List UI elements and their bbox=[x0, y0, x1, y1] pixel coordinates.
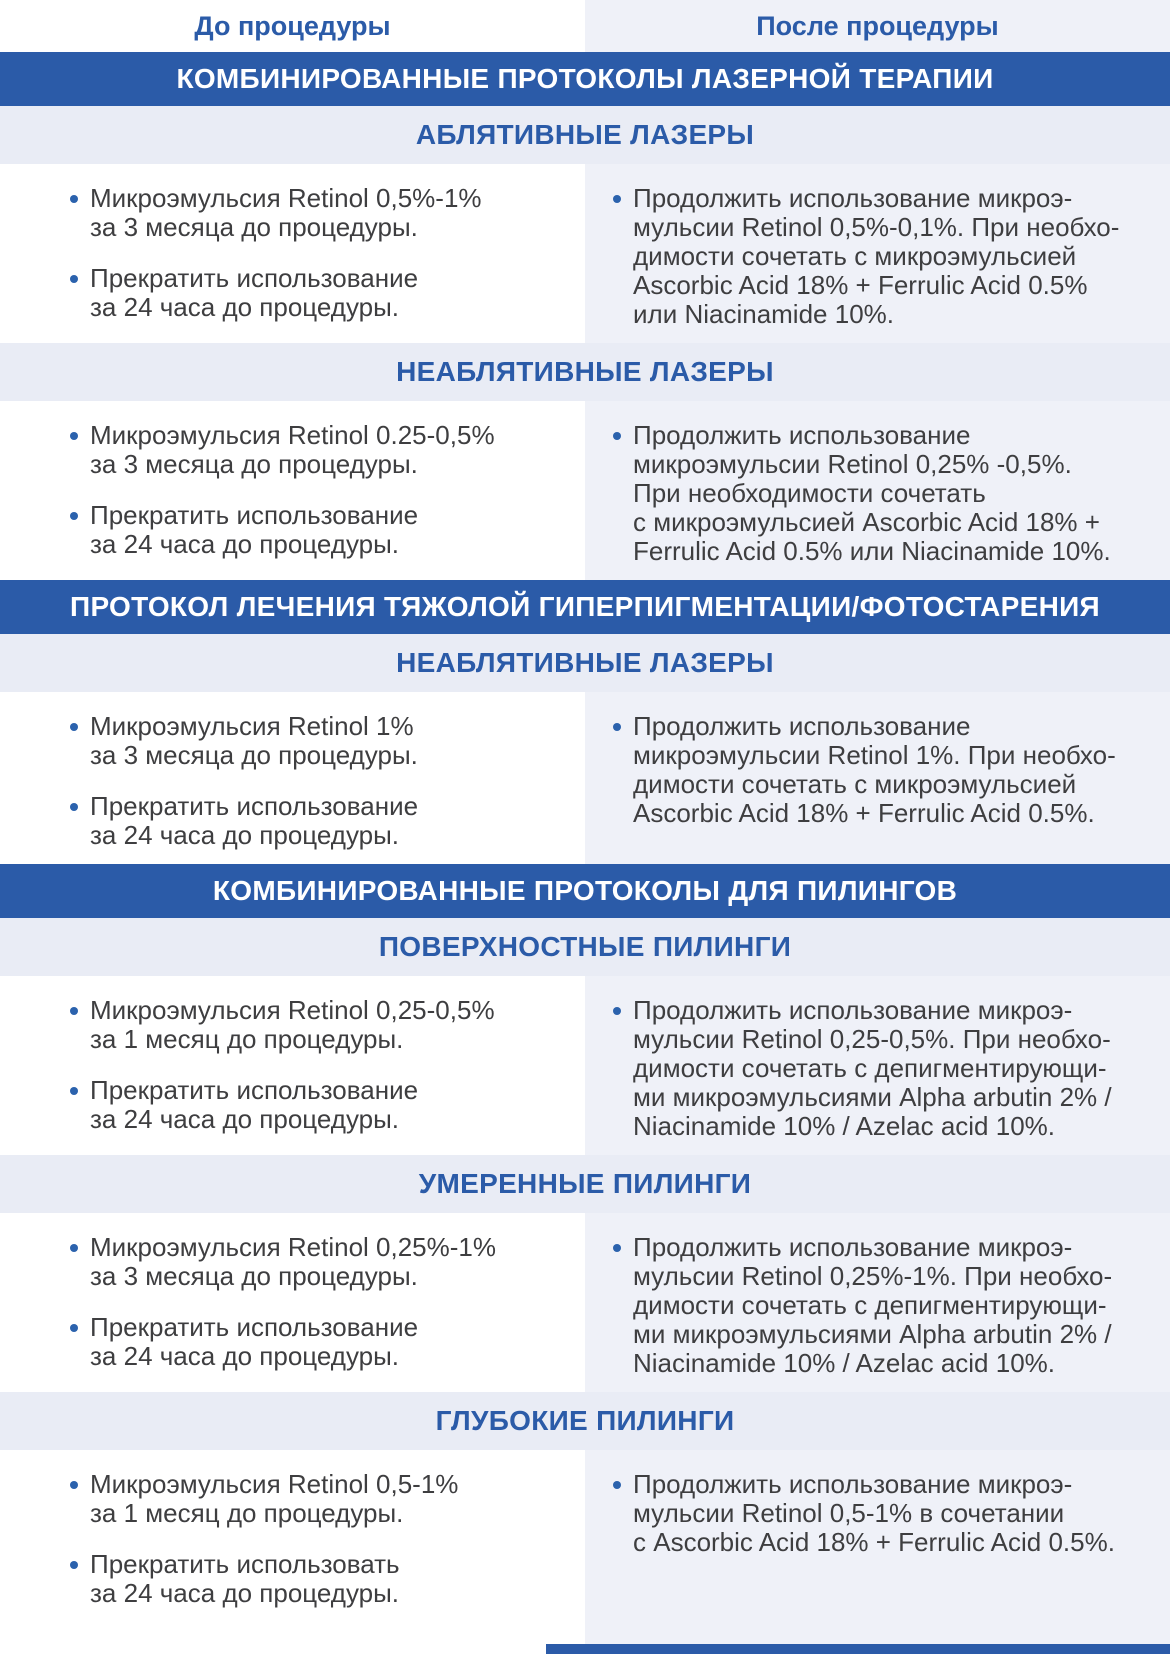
bullet-text-line: мульсии Retinol 0,5-1% в сочетании bbox=[633, 1498, 1065, 1528]
bullet-text-line: за 24 часа до процедуры. bbox=[90, 292, 400, 322]
bullet-item bbox=[613, 1233, 1150, 1378]
bullet-text bbox=[90, 792, 418, 850]
after-column-cell bbox=[585, 164, 1170, 343]
bullet-icon bbox=[613, 1007, 621, 1015]
protocol-section bbox=[0, 580, 1170, 864]
bullet-icon bbox=[70, 1561, 78, 1569]
bullet-icon bbox=[70, 1324, 78, 1332]
bullet-text bbox=[90, 421, 495, 479]
bullet-icon bbox=[70, 1007, 78, 1015]
bullet-text-line: мульсии Retinol 0,25-0,5%. При необхо- bbox=[633, 1024, 1111, 1054]
table-row bbox=[0, 1213, 1170, 1392]
bullet-icon bbox=[613, 195, 621, 203]
bullet-text-line: димости сочетать с депигментирующи- bbox=[633, 1053, 1107, 1083]
bullet-list bbox=[70, 1470, 565, 1608]
bullet-list bbox=[613, 1233, 1150, 1378]
bullet-text-line: Продолжить использование микроэ- bbox=[633, 1469, 1073, 1499]
bullet-text bbox=[633, 996, 1112, 1141]
bullet-item bbox=[70, 996, 565, 1054]
after-column-cell bbox=[585, 1450, 1170, 1654]
bullet-text-line: микроэмульсии Retinol 1%. При необхо- bbox=[633, 740, 1116, 770]
bullet-list bbox=[613, 996, 1150, 1141]
bullet-item bbox=[70, 184, 565, 242]
bullet-text bbox=[90, 1233, 496, 1291]
bullet-text-line: Ascorbic Acid 18% + Ferrulic Acid 0.5%. bbox=[633, 798, 1095, 828]
bullet-text-line: за 24 часа до процедуры. bbox=[90, 1104, 400, 1134]
bullet-icon bbox=[70, 195, 78, 203]
bullet-text-line: за 3 месяца до процедуры. bbox=[90, 449, 418, 479]
before-column-cell bbox=[0, 692, 585, 864]
table-row bbox=[0, 1450, 1170, 1654]
bullet-list bbox=[613, 1470, 1150, 1557]
bullet-icon bbox=[70, 803, 78, 811]
bullet-text-line: за 24 часа до процедуры. bbox=[90, 1578, 400, 1608]
before-column-cell bbox=[0, 164, 585, 343]
table-row bbox=[0, 976, 1170, 1155]
bullet-item bbox=[70, 501, 565, 559]
section-banner: КОМБИНИРОВАННЫЕ ПРОТОКОЛЫ ЛАЗЕРНОЙ ТЕРАПИИ bbox=[0, 52, 1170, 106]
bullet-text-line: Микроэмульсия Retinol 0,25%-1% bbox=[90, 1232, 496, 1262]
bullet-icon bbox=[613, 723, 621, 731]
subsection-header: НЕАБЛЯТИВНЫЕ ЛАЗЕРЫ bbox=[0, 634, 1170, 692]
bullet-item bbox=[70, 1470, 565, 1528]
bullet-list bbox=[70, 712, 565, 850]
bullet-text-line: ми микроэмульсиями Alpha arbutin 2% / bbox=[633, 1082, 1112, 1112]
subsections-container bbox=[0, 634, 1170, 864]
protocol-subsection bbox=[0, 343, 1170, 580]
bullet-text bbox=[90, 501, 418, 559]
bullet-text-line: мульсии Retinol 0,25%-1%. При необхо- bbox=[633, 1261, 1113, 1291]
bullet-item bbox=[70, 1076, 565, 1134]
bullet-icon bbox=[613, 432, 621, 440]
column-header-after: После процедуры bbox=[585, 0, 1170, 52]
bullet-text-line: ми микроэмульсиями Alpha arbutin 2% / bbox=[633, 1319, 1112, 1349]
protocol-subsection bbox=[0, 1392, 1170, 1654]
after-column-cell bbox=[585, 976, 1170, 1155]
bullet-text-line: Ascorbic Acid 18% + Ferrulic Acid 0.5% bbox=[633, 270, 1088, 300]
protocol-subsection bbox=[0, 1155, 1170, 1392]
bullet-text-line: димости сочетать с депигментирующи- bbox=[633, 1290, 1107, 1320]
bullet-text-line: за 3 месяца до процедуры. bbox=[90, 740, 418, 770]
after-column-cell bbox=[585, 1213, 1170, 1392]
bullet-item bbox=[613, 1470, 1150, 1557]
subsection-header: ПОВЕРХНОСТНЫЕ ПИЛИНГИ bbox=[0, 918, 1170, 976]
bullet-icon bbox=[613, 1244, 621, 1252]
bullet-text-line: с микроэмульсией Ascorbic Acid 18% + bbox=[633, 507, 1100, 537]
bullet-text-line: за 24 часа до процедуры. bbox=[90, 820, 400, 850]
subsection-header: НЕАБЛЯТИВНЫЕ ЛАЗЕРЫ bbox=[0, 343, 1170, 401]
bullet-text-line: за 24 часа до процедуры. bbox=[90, 529, 400, 559]
bullet-list bbox=[613, 421, 1150, 566]
bullet-text-line: димости сочетать с микроэмульсией bbox=[633, 769, 1077, 799]
bullet-text bbox=[633, 712, 1116, 828]
after-column-cell bbox=[585, 401, 1170, 580]
bullet-item bbox=[613, 421, 1150, 566]
sections-container bbox=[0, 52, 1170, 1654]
bullet-text-line: Продолжить использование микроэ- bbox=[633, 1232, 1073, 1262]
table-row bbox=[0, 401, 1170, 580]
bullet-text bbox=[90, 1313, 418, 1371]
bullet-text-line: за 1 месяц до процедуры. bbox=[90, 1024, 404, 1054]
bullet-text-line: Микроэмульсия Retinol 1% bbox=[90, 711, 414, 741]
bullet-text bbox=[633, 1233, 1112, 1378]
bullet-text bbox=[633, 421, 1111, 566]
bullet-text-line: или Niacinamide 10%. bbox=[633, 299, 894, 329]
bullet-text bbox=[90, 1550, 400, 1608]
bullet-text bbox=[90, 1076, 418, 1134]
protocol-subsection bbox=[0, 918, 1170, 1155]
section-banner: КОМБИНИРОВАННЫЕ ПРОТОКОЛЫ ДЛЯ ПИЛИНГОВ bbox=[0, 864, 1170, 918]
protocol-subsection bbox=[0, 106, 1170, 343]
bullet-text-line: с Ascorbic Acid 18% + Ferrulic Acid 0.5%. bbox=[633, 1527, 1115, 1557]
bullet-text-line: Продолжить использование bbox=[633, 420, 971, 450]
bullet-text bbox=[90, 996, 495, 1054]
bullet-icon bbox=[613, 1481, 621, 1489]
bullet-text-line: Микроэмульсия Retinol 0,25-0,5% bbox=[90, 995, 495, 1025]
bullet-text-line: за 3 месяца до процедуры. bbox=[90, 1261, 418, 1291]
bullet-item bbox=[613, 996, 1150, 1141]
subsections-container bbox=[0, 918, 1170, 1654]
bullet-text-line: Прекратить использование bbox=[90, 1312, 419, 1342]
bullet-text-line: Микроэмульсия Retinol 0.25-0,5% bbox=[90, 420, 495, 450]
bullet-icon bbox=[70, 432, 78, 440]
before-column-cell bbox=[0, 1213, 585, 1392]
section-banner: ПРОТОКОЛ ЛЕЧЕНИЯ ТЯЖОЛОЙ ГИПЕРПИГМЕНТАЦИИ/ФОТОСТАРЕНИЯ bbox=[0, 580, 1170, 634]
bullet-text-line: Прекратить использование bbox=[90, 1075, 419, 1105]
bullet-icon bbox=[70, 1244, 78, 1252]
bullet-list bbox=[70, 421, 565, 559]
bullet-item bbox=[70, 264, 565, 322]
protocol-section bbox=[0, 52, 1170, 580]
after-column-cell bbox=[585, 692, 1170, 864]
before-column-cell bbox=[0, 976, 585, 1155]
bullet-item bbox=[613, 184, 1150, 329]
bullet-text bbox=[90, 184, 482, 242]
bullet-item bbox=[70, 1233, 565, 1291]
subsection-header: УМЕРЕННЫЕ ПИЛИНГИ bbox=[0, 1155, 1170, 1213]
table-row bbox=[0, 164, 1170, 343]
bullet-list bbox=[70, 184, 565, 322]
subsection-header: ГЛУБОКИЕ ПИЛИНГИ bbox=[0, 1392, 1170, 1450]
before-column-cell bbox=[0, 1450, 585, 1654]
bullet-text bbox=[90, 712, 418, 770]
bullet-text-line: димости сочетать с микроэмульсией bbox=[633, 241, 1077, 271]
bullet-item bbox=[70, 712, 565, 770]
bullet-text-line: за 1 месяц до процедуры. bbox=[90, 1498, 404, 1528]
bullet-text-line: Ferrulic Acid 0.5% или Niacinamide 10%. bbox=[633, 536, 1111, 566]
bullet-icon bbox=[70, 723, 78, 731]
bullet-text-line: Niacinamide 10% / Azelac acid 10%. bbox=[633, 1348, 1056, 1378]
bullet-text-line: Niacinamide 10% / Azelac acid 10%. bbox=[633, 1111, 1056, 1141]
subsection-header: АБЛЯТИВНЫЕ ЛАЗЕРЫ bbox=[0, 106, 1170, 164]
bullet-icon bbox=[70, 512, 78, 520]
bullet-text bbox=[633, 184, 1119, 329]
table-row bbox=[0, 692, 1170, 864]
bullet-text bbox=[633, 1470, 1115, 1557]
bullet-item bbox=[70, 1550, 565, 1608]
bullet-text-line: При необходимости сочетать bbox=[633, 478, 986, 508]
bullet-list bbox=[70, 1233, 565, 1371]
column-headers bbox=[0, 0, 1170, 52]
bullet-text bbox=[90, 264, 418, 322]
subsections-container bbox=[0, 106, 1170, 580]
before-column-cell bbox=[0, 401, 585, 580]
column-header-before: До процедуры bbox=[194, 10, 391, 41]
bullet-text-line: Продолжить использование микроэ- bbox=[633, 995, 1073, 1025]
protocol-subsection bbox=[0, 634, 1170, 864]
bullet-text-line: Прекратить использование bbox=[90, 500, 419, 530]
bullet-icon bbox=[70, 275, 78, 283]
bullet-text-line: Продолжить использование микроэ- bbox=[633, 183, 1073, 213]
bullet-item bbox=[70, 421, 565, 479]
bullet-text-line: за 24 часа до процедуры. bbox=[90, 1341, 400, 1371]
footer-accent-bar bbox=[546, 1644, 1170, 1654]
bullet-text-line: Прекратить использование bbox=[90, 263, 419, 293]
bullet-text-line: Прекратить использовать bbox=[90, 1549, 400, 1579]
bullet-list bbox=[613, 712, 1150, 828]
bullet-item bbox=[70, 792, 565, 850]
protocol-section bbox=[0, 864, 1170, 1654]
bullet-text-line: мульсии Retinol 0,5%-0,1%. При необхо- bbox=[633, 212, 1120, 242]
bullet-item bbox=[70, 1313, 565, 1371]
bullet-text bbox=[90, 1470, 458, 1528]
bullet-text-line: микроэмульсии Retinol 0,25% -0,5%. bbox=[633, 449, 1072, 479]
bullet-text-line: Микроэмульсия Retinol 0,5%-1% bbox=[90, 183, 482, 213]
bullet-list bbox=[70, 996, 565, 1134]
bullet-text-line: Прекратить использование bbox=[90, 791, 419, 821]
bullet-text-line: за 3 месяца до процедуры. bbox=[90, 212, 418, 242]
bullet-text-line: Микроэмульсия Retinol 0,5-1% bbox=[90, 1469, 459, 1499]
bullet-item bbox=[613, 712, 1150, 828]
bullet-text-line: Продолжить использование bbox=[633, 711, 971, 741]
bullet-icon bbox=[70, 1087, 78, 1095]
bullet-list bbox=[613, 184, 1150, 329]
bullet-icon bbox=[70, 1481, 78, 1489]
